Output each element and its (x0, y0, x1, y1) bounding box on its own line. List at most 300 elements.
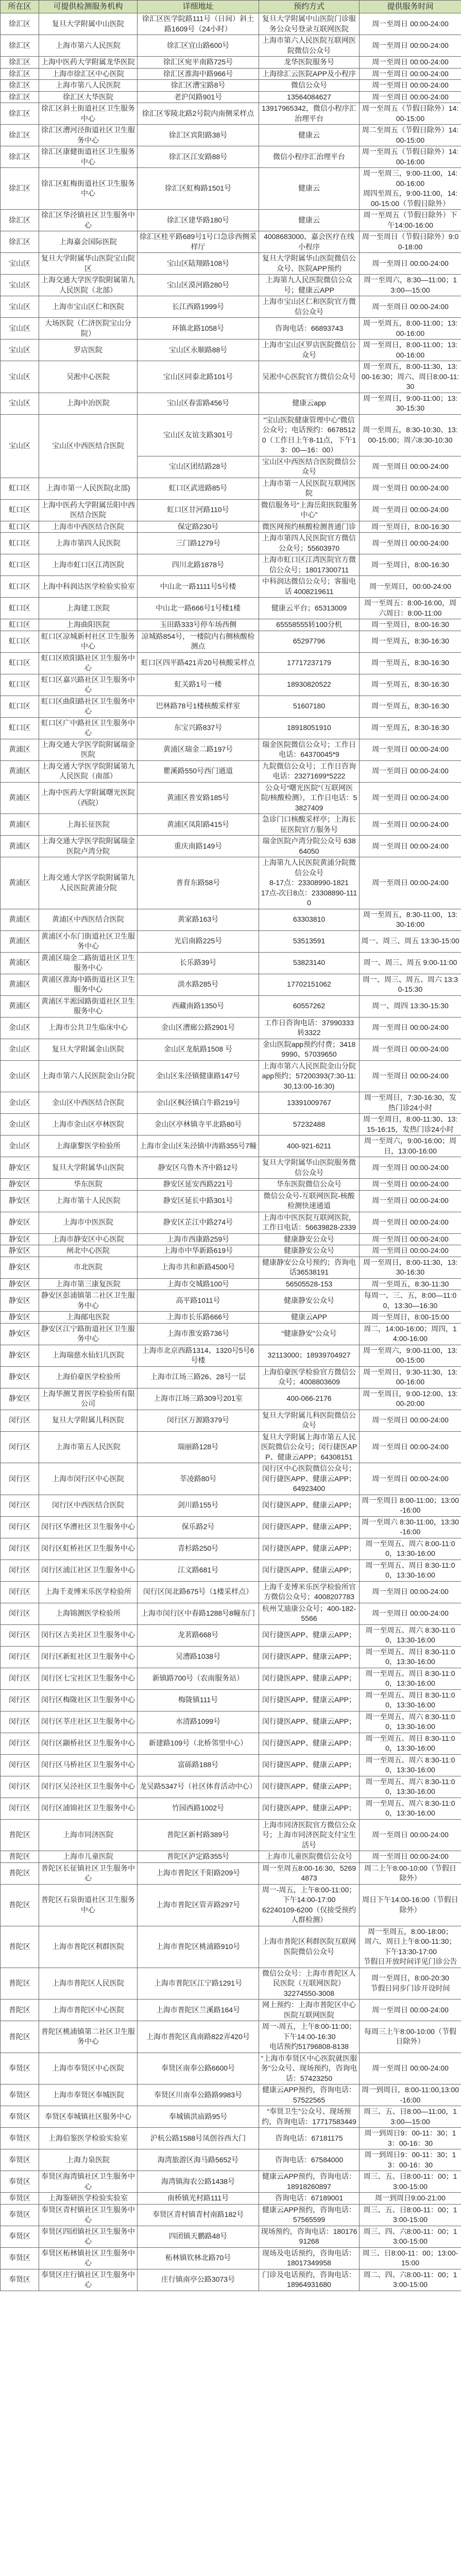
district-cell: 虹口区 (1, 576, 39, 598)
institution-cell: 上海建工医院 (39, 598, 138, 619)
hours-cell: 周一至周日 00:00-24:00 (360, 782, 461, 814)
table-row (1, 1245, 461, 1257)
booking-cell: 17702151062 (259, 974, 360, 995)
hours-cell: 周一至周五、周日 8:30-11:00，13:30-16:00 (360, 1733, 461, 1754)
district-cell: 徐汇区 (1, 210, 39, 231)
address-cell: 虹口区甘河路110号 (138, 499, 259, 521)
district-cell: 徐汇区 (1, 80, 39, 92)
table-row (1, 717, 461, 739)
header-district: 所在区 (1, 1, 39, 13)
booking-cell: 上海市第一人民医院互联网医院 (259, 478, 360, 499)
district-cell: 普陀区 (1, 1862, 39, 1884)
address-cell: 黄浦区瑞金二路197号 (138, 739, 259, 760)
booking-cell: 上海市宝山区仁和医院官方微信公众号 (259, 296, 360, 318)
booking-cell: 57232488 (259, 1114, 360, 1136)
address-cell: 金山区漕廊公路2901号 (138, 1017, 259, 1039)
district-cell: 普陀区 (1, 1851, 39, 1863)
booking-cell: 上海市儿童医院微信公众号 (259, 1851, 360, 1863)
district-cell: 普陀区 (1, 2021, 39, 2053)
table-row (1, 1851, 461, 1863)
institution-cell: 上海市奉贤区奉城医院 (39, 2084, 138, 2106)
address-cell: 上海市闵行区中春路1288号8幢东门 (138, 1603, 259, 1624)
institution-cell: 市北医院 (39, 1257, 138, 1278)
address-cell: 上海市普陀区桃浦路910号 (138, 1926, 259, 1968)
institution-cell: 复旦大学附属华山医院 (39, 1157, 138, 1179)
institution-cell: 复旦大学附属中山医院 (39, 13, 138, 35)
booking-cell: “宝山医院健康管理中心”微信公众号；电话预约：66785120（工作日上午8-11点，下午13：00—16：00） (259, 414, 360, 456)
district-cell: 静安区 (1, 1245, 39, 1257)
table-row (1, 952, 461, 974)
address-cell: 海湾旅游区海马路5652号 (138, 2149, 259, 2171)
address-cell: 静安区延安西路221号 (138, 1179, 259, 1191)
hours-cell: 周一到周日9：00-11：30；13：00-16：30 (360, 2128, 461, 2149)
address-cell: 宝山区同泰北路101号 (138, 361, 259, 393)
institution-cell: 上海市普陀区利群医院 (39, 1926, 138, 1968)
table-row (1, 1190, 461, 1212)
district-cell: 虹口区 (1, 619, 39, 631)
hours-cell: 周一至周五，8:30-16:30 (360, 631, 461, 652)
hours-cell: 周一至周日，9:00-11:00；13:30-15:30 (360, 393, 461, 414)
booking-cell: 闵行捷医APP、健康云APP； (259, 1495, 360, 1516)
hours-cell: 周三、五、日8:00-11：00；13:00-15:00 (360, 2204, 461, 2226)
district-cell: 黄浦区 (1, 857, 39, 909)
district-cell: 奉贤区 (1, 2204, 39, 2226)
table-row (1, 91, 461, 103)
table-row (1, 760, 461, 782)
institution-cell: 金山区中西医结合医院 (39, 1092, 138, 1114)
address-cell: 龙茗路668号 (138, 1624, 259, 1646)
institution-cell: 黄浦区小东门街道社区卫生服务中心 (39, 930, 138, 952)
district-cell: 宝山区 (1, 253, 39, 275)
hours-cell: 周一至周日 00:00-24:00 (360, 1431, 461, 1463)
district-cell: 金山区 (1, 1060, 39, 1092)
district-cell: 静安区 (1, 1257, 39, 1278)
district-cell: 闵行区 (1, 1603, 39, 1624)
booking-cell: 健康静安公众号 (259, 1245, 360, 1257)
address-cell: 海湾镇海农公路1438号 (138, 2171, 259, 2193)
hours-cell: 周一至周日 00:00-24:00 (360, 1017, 461, 1039)
district-cell: 金山区 (1, 1017, 39, 1039)
institution-cell: 上海市中医医院 (39, 1212, 138, 1233)
table-row (1, 168, 461, 210)
address-cell: 柘林镇钦林北路70号 (138, 2247, 259, 2269)
address-cell: 剑川路155号 (138, 1495, 259, 1516)
hours-cell: 周一至周日 00:00-24:00 (360, 814, 461, 836)
table-row (1, 1689, 461, 1711)
address-cell: 东宝兴路837号 (138, 717, 259, 739)
address-cell: 莘凌路80号 (138, 1463, 259, 1495)
table-row (1, 1516, 461, 1538)
institution-cell: 上海力泉医院 (39, 2149, 138, 2171)
address-cell: 徐汇区桂平路689号1号口急诊西侧采样厅 (138, 231, 259, 253)
district-cell: 徐汇区 (1, 103, 39, 125)
district-cell: 虹口区 (1, 533, 39, 554)
address-cell: 青杉路250号 (138, 1538, 259, 1560)
booking-cell: 网上预约：上海市普陀区中心医院互联网医院 (259, 1999, 360, 2021)
institution-cell: 闵行区古美社区卫生服务中心 (39, 1624, 138, 1646)
table-row (1, 554, 461, 576)
hours-cell: 周一至周日 00:00-24:00 (360, 1039, 461, 1060)
hours-cell: 周一至周六 8:30-11:00，13:30-16:00 (360, 1516, 461, 1538)
hours-cell: 周一至周日 00:00-24:00 (360, 91, 461, 103)
address-cell: 徐汇区宾阳路38号 (138, 125, 259, 146)
address-cell: 上海市西康路259号 (138, 1233, 259, 1245)
booking-cell: 健康云APP (259, 1312, 360, 1324)
table-row (1, 103, 461, 125)
district-cell: 金山区 (1, 1039, 39, 1060)
hours-cell: 周一至周日 00:00-24:00 (360, 253, 461, 275)
district-cell: 闵行区 (1, 1516, 39, 1538)
district-cell: 黄浦区 (1, 952, 39, 974)
district-cell: 闵行区 (1, 1560, 39, 1581)
booking-cell: 现场及电话预约，咨询电话：18017349958 (259, 2247, 360, 2269)
table-row (1, 1819, 461, 1851)
district-cell: 徐汇区 (1, 13, 39, 35)
hours-cell: 周三、五、日8:00—11:00，13:00—15:00 (360, 2106, 461, 2128)
institution-cell: 闵行区浦锦社区卫生服务中心 (39, 1798, 138, 1819)
address-cell: 金山区龙航路1508 号 (138, 1039, 259, 1060)
table-row (1, 1290, 461, 1312)
institution-cell: 上海中医药大学附属岳阳中西医结合医院 (39, 499, 138, 521)
booking-cell: 闵行捷医APP、健康云APP； (259, 1516, 360, 1538)
address-cell: 上海市共和新路4500号 (138, 1257, 259, 1278)
table-row (1, 1711, 461, 1733)
hours-cell: 周一至周日 00:00-24:00 (360, 760, 461, 782)
hours-cell: 周一至周日 8:00-11:00；13:00-16:00 (360, 1495, 461, 1516)
booking-cell: 上海伯豪医学检验官方微信公众号；4008803609 (259, 1366, 360, 1388)
booking-cell: 65297796 (259, 631, 360, 652)
hours-cell: 每周三上午8:00-10:00（节假日除外） (360, 2021, 461, 2053)
booking-cell: 工作日咨询电话：37990333转3322 (259, 1017, 360, 1039)
address-cell: 黄家路163号 (138, 909, 259, 930)
booking-cell: “上海市奉贤区中心医院就医服务”公众号、现场预约，咨询电话：57423250 (259, 2053, 360, 2084)
table-row (1, 1114, 461, 1136)
institution-cell: 闵行区中西医结合医院 (39, 1495, 138, 1516)
table-row (1, 1388, 461, 1410)
district-cell: 奉贤区 (1, 2084, 39, 2106)
address-cell: 上海市中华新路619号 (138, 1245, 259, 1257)
hours-cell: 周一至周五，8:30-11:30 (360, 1278, 461, 1290)
booking-cell: 健康静安公众号预约；咨询电话36538191 (259, 1257, 360, 1278)
booking-cell: 闵行捷医APP、健康云APP； (259, 1711, 360, 1733)
booking-cell: 上海市第六人民医院互联网医院微信公众号 (259, 35, 360, 57)
booking-cell: 53823140 (259, 952, 360, 974)
booking-cell: 咨询电话：66893743 (259, 318, 360, 340)
header-address: 详细地址 (138, 1, 259, 13)
address-cell: 奉贤区南奉公路6600号 (138, 2053, 259, 2084)
district-cell: 徐汇区 (1, 168, 39, 210)
address-cell: 上海市淮安路736号 (138, 1323, 259, 1345)
hours-cell: 周一至周五、周日 8:30-11:00，13:30-16:00 (360, 1689, 461, 1711)
district-cell: 虹口区 (1, 717, 39, 739)
header-hours: 提供服务时间 (360, 1, 461, 13)
booking-cell: 上海第九人民医院黄浦分院微信公众号 8-17点：23308990-1821 17点-次日8点：23308890-1110 (259, 857, 360, 909)
table-row (1, 414, 461, 456)
table-row (1, 1968, 461, 1999)
table-row (1, 13, 461, 35)
booking-cell: 上海市同济医院官方微信公众号；上海市同济医院支付宝生活号 (259, 1819, 360, 1851)
table-row (1, 652, 461, 674)
hours-cell: 周二，14:00-16:00；周四，14:00-16:00 (360, 1323, 461, 1345)
table-row (1, 930, 461, 952)
address-cell: 虹口区武进路85号 (138, 478, 259, 499)
district-cell: 黄浦区 (1, 739, 39, 760)
booking-cell: 闵行捷医APP、健康云APP； (259, 1560, 360, 1581)
district-cell: 闵行区 (1, 1581, 39, 1603)
booking-cell: 复旦大学附属华山医院微信公众号、医院APP预约 (259, 253, 360, 275)
institution-cell: 上海伯豪医学检验所 (39, 1366, 138, 1388)
institution-cell: 复旦大学附属华山医院宝山院区 (39, 253, 138, 275)
hours-cell: 周一至周日 00:00-24:00 (360, 1463, 461, 1495)
hours-cell: 周一至周五、周日 8:30-11:00，13:30-16:00 (360, 1668, 461, 1689)
institution-cell: 上海千麦博米乐医学检验所 (39, 1581, 138, 1603)
institution-cell: 复旦大学附属金山医院 (39, 1039, 138, 1060)
district-cell: 闵行区 (1, 1733, 39, 1754)
address-cell: 龙吴路5347号（社区体育活动中心） (138, 1776, 259, 1798)
address-cell: 奉城镇洪庙路95号 (138, 2106, 259, 2128)
district-cell: 黄浦区 (1, 930, 39, 952)
booking-cell: 健康静安公众号 (259, 1290, 360, 1312)
hours-cell: 周一至周五、周六 8:30-11:00，13:30-16:00 (360, 1798, 461, 1819)
table-row (1, 80, 461, 92)
institution-cell: 上海市第十人民医院 (39, 1190, 138, 1212)
district-cell: 徐汇区 (1, 35, 39, 57)
institution-cell: 普陀区长征镇社区卫生服务中心 (39, 1862, 138, 1884)
header-booking: 预约方式 (259, 1, 360, 13)
table-row (1, 533, 461, 554)
table-row (1, 1233, 461, 1245)
district-cell: 静安区 (1, 1388, 39, 1410)
hours-cell: 周一至周日 00:00-24:00 (360, 1851, 461, 1863)
booking-cell: 金山医院app预约付费；34189990、57039650 (259, 1039, 360, 1060)
booking-cell: 龙华医院服务号 (259, 57, 360, 69)
institution-cell: 上海市同济医院 (39, 1819, 138, 1851)
hours-cell: 周一至周五、周六 8:30-11:00，13:30-16:00 (360, 1711, 461, 1733)
hours-cell: 周二至周五（节假日除外）14:00-15:00 (360, 125, 461, 146)
hours-cell: 周一至周日 00:00-24:00 (360, 1245, 461, 1257)
address-cell: 上海市长乐路666号 (138, 1312, 259, 1324)
institution-cell: 复旦大学附属儿科医院 (39, 1410, 138, 1431)
address-cell: 上海市江场三路26、28号一层 (138, 1366, 259, 1388)
hours-cell: 周一至周五、周日 8:30-11:00，13:30-16:00 (360, 1560, 461, 1581)
booking-cell: 健康云APP预约，咨询电话：57565599 (259, 2204, 360, 2226)
hours-cell: 周一至周日，8:00-16:30 (360, 619, 461, 631)
booking-cell: 周一-周五，上午8:00-11:00；下午14:00-17:00 62240109-6200（仅接受预约人群检测） (259, 1884, 360, 1926)
institution-cell: 闵行区浦江社区卫生服务中心 (39, 1560, 138, 1581)
address-cell: 上海市普陀区管弄路297号 (138, 1884, 259, 1926)
address-cell: 徐汇区医学院路111号（日间）斜土路1609号（24小时） (138, 13, 259, 35)
address-cell: 环镇北路1058号 (138, 318, 259, 340)
district-cell: 闵行区 (1, 1463, 39, 1495)
institution-cell: 上海市公共卫生临床中心 (39, 1017, 138, 1039)
address-cell: 凉城路854号，一楼院内右侧核酸检测点 (138, 631, 259, 652)
booking-cell: 闵行捷医APP、健康云APP； (259, 1798, 360, 1819)
address-cell: 高平路1011号 (138, 1290, 259, 1312)
hours-cell: 周一至周五（节假日除外）14:00-15:00 (360, 103, 461, 125)
table-row (1, 1039, 461, 1060)
table-row (1, 1733, 461, 1754)
address-cell: 上海市普陀区兰溪路164号 (138, 1999, 259, 2021)
hours-cell: 周一至周五、周六 8:30-11:00，13:30-16:00 (360, 1754, 461, 1776)
address-cell: 虹关路1号一楼 (138, 674, 259, 696)
district-cell: 金山区 (1, 1114, 39, 1136)
table-row (1, 1312, 461, 1324)
institution-cell: 奉贤区青村镇社区卫生服务中心 (39, 2204, 138, 2226)
hours-cell: 周一至周日 00:00-24:00 (360, 1410, 461, 1431)
institution-cell: 宝山区中西医结合医院 (39, 414, 138, 478)
hours-cell: 周一至周五，8:30-16:30 (360, 696, 461, 717)
hours-cell: 周一至周日 00:00-24:00 (360, 1179, 461, 1191)
table-row (1, 674, 461, 696)
institution-cell: 奉贤区奉城镇社区服务中心 (39, 2106, 138, 2128)
address-cell: 闵行区万源路379号 (138, 1410, 259, 1431)
address-cell: 瞿溪路550号西门通道 (138, 760, 259, 782)
booking-cell: 公众号“曙光医院”（互联网医院/核酸检测），工作日电话：53827409 (259, 782, 360, 814)
booking-cell: 63303810 (259, 909, 360, 930)
hours-cell: 周一至周日 00:00-24:00 (360, 80, 461, 92)
address-cell: 光启南路225号 (138, 930, 259, 952)
institution-cell: 上海交通大学医学院附属瑞金医院卢湾分院 (39, 836, 138, 857)
district-cell: 闵行区 (1, 1410, 39, 1431)
hours-cell: 周一到周日9:00-21:00 (360, 2193, 461, 2205)
institution-cell: 上海市金山区亭林医院 (39, 1114, 138, 1136)
district-cell: 闵行区 (1, 1646, 39, 1668)
institution-cell: 罗店医院 (39, 340, 138, 361)
table-row (1, 275, 461, 296)
district-cell: 宝山区 (1, 296, 39, 318)
booking-cell: 瑞金医院微信公众号；工作日电话：64370045*9 (259, 739, 360, 760)
address-cell: 新镇路700号（农南服务站） (138, 1668, 259, 1689)
institution-cell: 静安区彭浦镇第二社区卫生服务中心 (39, 1290, 138, 1312)
institution-cell: 上海市徐汇区中心医院 (39, 68, 138, 80)
institution-cell: 上海市普陀区中心医院 (39, 1999, 138, 2021)
table-row (1, 1776, 461, 1798)
institution-cell: 上海邮电医院 (39, 1312, 138, 1324)
institution-cell: 上海市第六人民医院金山分院 (39, 1060, 138, 1092)
district-cell: 虹口区 (1, 478, 39, 499)
institution-cell: 华东医院 (39, 1179, 138, 1191)
institution-cell: 徐汇区华泾镇社区卫生服务中心 (39, 210, 138, 231)
booking-cell: 53513591 (259, 930, 360, 952)
institution-cell: 上海市奉贤区中心医院 (39, 2053, 138, 2084)
district-cell: 宝山区 (1, 361, 39, 393)
hours-cell: 周一至周五：8:00-16:00，周六周日：8:00-11:00 (360, 598, 461, 619)
booking-cell: 400-921-6211 (259, 1136, 360, 1157)
booking-cell: 4008683000、嘉会医疗在线小程序 (259, 231, 360, 253)
address-cell: 徐汇区建华路180号 (138, 210, 259, 231)
district-cell: 金山区 (1, 1092, 39, 1114)
address-cell: 保乐路2号 (138, 1516, 259, 1538)
hours-cell: 周一至周日 00:00-24:00 (360, 1581, 461, 1603)
table-row (1, 125, 461, 146)
table-row (1, 1668, 461, 1689)
address-cell: 梅陇镇111号 (138, 1689, 259, 1711)
district-cell: 徐汇区 (1, 68, 39, 80)
booking-cell: 微信公众号 (259, 80, 360, 92)
institution-cell: 虹口区凉城新村社区卫生服务中心 (39, 631, 138, 652)
hours-cell: 周三、四、六8:00-11：00；13:00-15:00 (360, 2226, 461, 2247)
address-cell: 新建路109号（北桥邻里中心） (138, 1733, 259, 1754)
hours-cell: 周一、周三、周五 9:00-11:00 (360, 952, 461, 974)
booking-cell: 周一-周五，上午8:00-11:00；下午14:00-16:30 电话预约51796808-8138 (259, 2021, 360, 2053)
institution-cell: 闵行区七宝社区卫生服务中心 (39, 1668, 138, 1689)
district-cell: 普陀区 (1, 1819, 39, 1851)
booking-cell: 上海第九人民医院微信公众号；健康云APP (259, 275, 360, 296)
booking-cell: 复旦大学附属中山医院门诊服务公众号登录互联网医院 (259, 13, 360, 35)
address-cell: 老沪闵路901号 (138, 91, 259, 103)
hours-cell: 周一至周五，8:00-18:00； 周六、周日上午8:00-11:30；下午13:30-17:00 节假日开放时间详见门诊公告 (360, 1926, 461, 1968)
district-cell: 静安区 (1, 1233, 39, 1245)
institution-cell: 上海市宝山区仁和医院 (39, 296, 138, 318)
hours-cell: 周一至周日 00:00-24:00 (360, 2053, 461, 2084)
booking-cell: 微信公众号-互联网医院-核酸检测快速通道 (259, 1190, 360, 1212)
hours-cell: 周一至周五、周六 8:30-11:00，13:30-16:00 (360, 1624, 461, 1646)
table-body (1, 13, 461, 2291)
district-cell: 徐汇区 (1, 57, 39, 69)
table-row (1, 1017, 461, 1039)
district-cell: 普陀区 (1, 1884, 39, 1926)
district-cell: 静安区 (1, 1323, 39, 1345)
address-cell: 徐汇区淮海中路966号 (138, 68, 259, 80)
address-cell: 宝山区永顺路88号 (138, 340, 259, 361)
district-cell: 徐汇区 (1, 125, 39, 146)
booking-cell: “健康静安”公众号 (259, 1323, 360, 1345)
table-row (1, 521, 461, 533)
address-cell: 黄浦区普安路185号 (138, 782, 259, 814)
table-row (1, 231, 461, 253)
institution-cell: 上海华测艾普医学检验所有限公司 (39, 1388, 138, 1410)
address-cell: 徐汇区虹梅路1501号 (138, 168, 259, 210)
institution-cell: 上海嘉会国际医院 (39, 231, 138, 253)
address-cell: 徐汇区漕宝路8号 (138, 80, 259, 92)
hours-cell: 周三、五、日8:00-11：00；13:00-15:00 (360, 2171, 461, 2193)
table-row (1, 814, 461, 836)
booking-cell: “奉贤卫生”公众号、现场预约，咨询电话：17717583449 (259, 2106, 360, 2128)
table-row (1, 619, 461, 631)
institution-cell: 上海中科润达医学检验实验室 (39, 576, 138, 598)
hours-cell: 周一至周日 00:00-24:00 (360, 13, 461, 35)
district-cell: 静安区 (1, 1278, 39, 1290)
institution-cell: 闵行区虹桥社区卫生服务中心 (39, 1538, 138, 1560)
district-cell: 奉贤区 (1, 2106, 39, 2128)
address-cell: 保定路230号 (138, 521, 259, 533)
table-row (1, 1798, 461, 1819)
table-row (1, 1212, 461, 1233)
district-cell: 普陀区 (1, 1968, 39, 1999)
booking-cell: 闵行捷医APP、健康云APP； (259, 1668, 360, 1689)
table-row (1, 2106, 461, 2128)
booking-cell: 60557262 (259, 995, 360, 1017)
hours-cell: 周一至周日 00:00-24:00 (360, 499, 461, 521)
booking-cell: 吴淞中心医院官方微信公众号 (259, 361, 360, 393)
institution-cell: 大场医院（仁济医院宝山分院） (39, 318, 138, 340)
district-cell: 宝山区 (1, 393, 39, 414)
district-cell: 闵行区 (1, 1495, 39, 1516)
table-row (1, 1323, 461, 1345)
booking-cell: 上海市宝山区罗店医院微信公众号 (259, 340, 360, 361)
district-cell: 静安区 (1, 1179, 39, 1191)
hours-cell: 周一到周日9：00-11：30；13：00-16：30 (360, 2149, 461, 2171)
hours-cell: 周一至周日 00:00-24:00 (360, 478, 461, 499)
booking-cell: 门诊及电话预约，咨询电话：18964931680 (259, 2269, 360, 2291)
table-header-row (1, 1, 461, 13)
district-cell: 宝山区 (1, 340, 39, 361)
hours-cell: 周一至周六，9:00-16:00；周日，13:00-16:00 (360, 1136, 461, 1157)
institution-cell: 普陀区桃浦镇第二社区卫生服务中心 (39, 2021, 138, 2053)
institution-cell: 闵行区吴泾社区卫生服务中心 (39, 1776, 138, 1798)
hours-cell: 周一至周日 00:00-24:00 (360, 1157, 461, 1179)
institution-cell: 虹口区嘉兴路社区卫生服务中心 (39, 674, 138, 696)
